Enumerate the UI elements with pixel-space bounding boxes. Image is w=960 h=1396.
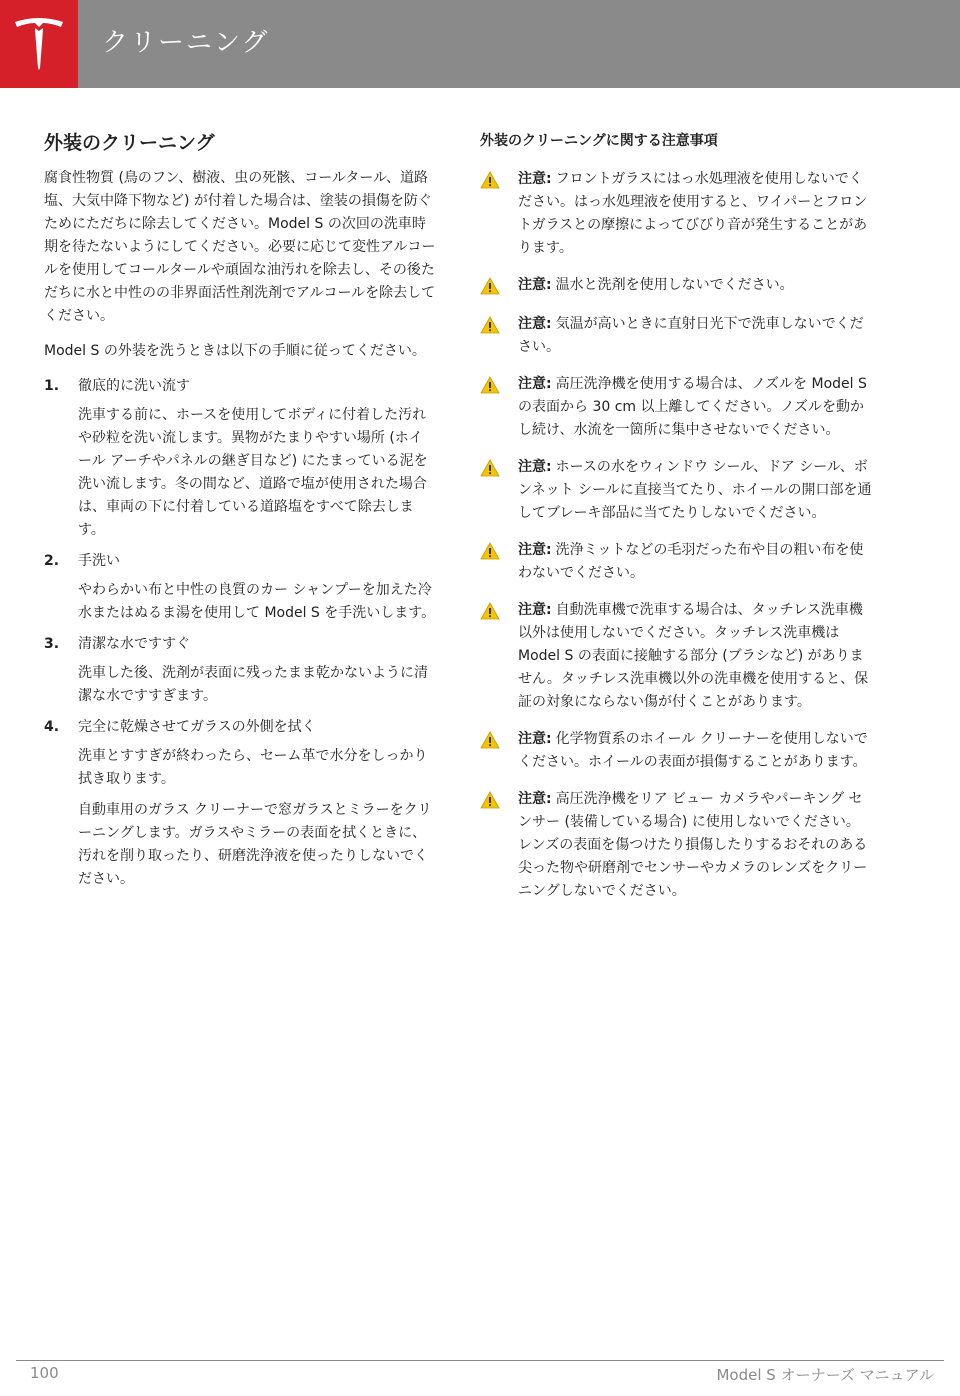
caution-text	[518, 373, 872, 442]
step-body: 洗車する前に、ホースを使用してボディに付着した汚れや砂粒を洗い流します。異物がたまりやすい場所 (ホイール アーチやパネルの継ぎ目など) にたまっている泥を洗い流します。冬の間など、道路で塩が使用された場合は、車両の下に付着している道路塩をすべて除去します。	[78, 407, 428, 538]
caution-label: 注意:	[518, 171, 552, 187]
step-number: 2.	[44, 553, 60, 569]
caution-label: 注意:	[518, 376, 552, 392]
section-heading: 外装のクリーニング	[44, 132, 215, 154]
caution-item	[480, 788, 872, 903]
caution-label: 注意:	[518, 731, 552, 747]
caution-item	[480, 274, 872, 299]
caution-text	[518, 728, 872, 774]
manual-title: Model S オーナーズ マニュアル	[716, 1366, 934, 1384]
tesla-logo-icon	[13, 16, 65, 72]
step-body: やわらかい布と中性の良質のカー シャンプーを加えた冷水またはぬるま湯を使用して Model S を手洗いします。	[78, 582, 436, 621]
caution-triangle-icon	[480, 456, 518, 525]
cleaning-cautions-section	[480, 128, 872, 917]
caution-label: 注意:	[518, 542, 552, 558]
caution-body: 自動洗車機で洗車する場合は、タッチレス洗車機以外は使用しないでください。タッチレス洗車機は Model S の表面に接触する部分 (ブラシなど) がありません。タッチレス洗車機以外の洗車機を使用すると、保証の対象にならない傷が付くことがあります。	[518, 602, 869, 710]
caution-triangle-icon	[480, 539, 518, 585]
brand-logo	[0, 0, 78, 88]
step-number: 4.	[44, 719, 60, 735]
caution-text	[518, 539, 872, 585]
exterior-cleaning-section	[44, 128, 436, 899]
section-heading: 外装のクリーニングに関する注意事項	[480, 133, 718, 149]
step-body: 洗車した後、洗剤が表面に残ったまま乾かないように清潔な水ですすぎます。	[78, 665, 428, 704]
caution-item	[480, 728, 872, 774]
caution-text	[518, 788, 872, 903]
caution-body: 化学物質系のホイール クリーナーを使用しないでください。ホイールの表面が損傷することがあります。	[518, 731, 868, 770]
caution-label: 注意:	[518, 277, 552, 293]
step-body: 洗車とすすぎが終わったら、セーム革で水分をしっかり拭き取ります。	[78, 748, 428, 787]
step-title: 徹底的に洗い流す	[78, 378, 190, 394]
caution-triangle-icon	[480, 168, 518, 260]
step-2	[44, 550, 436, 625]
caution-body: ホースの水をウィンドウ シール、ドア シール、ボンネット シールに直接当てたり、ホイールの開口部を通してブレーキ部品に当てたりしないでください。	[518, 459, 872, 521]
caution-triangle-icon	[480, 728, 518, 774]
caution-label: 注意:	[518, 316, 552, 332]
caution-triangle-icon	[480, 373, 518, 442]
caution-body: 洗浄ミットなどの毛羽だった布や目の粗い布を使わないでください。	[518, 542, 864, 581]
caution-body: 高圧洗浄機を使用する場合は、ノズルを Model S の表面から 30 cm 以上離してください。ノズルを動かし続け、水流を一箇所に集中させないでください。	[518, 376, 867, 438]
step-3	[44, 633, 436, 708]
step-4	[44, 716, 436, 891]
step-number: 3.	[44, 636, 60, 652]
page-title: クリーニング	[102, 28, 270, 58]
step-title: 手洗い	[78, 553, 120, 569]
caution-text	[518, 168, 872, 260]
steps-intro: Model S の外装を洗うときは以下の手順に従ってください。	[44, 343, 426, 359]
caution-body: 高圧洗浄機をリア ビュー カメラやパーキング センサー (装備している場合) に使用しないでください。レンズの表面を傷つけたり損傷したりするおそれのある尖った物や研磨剤でセンサーやカメラのレンズをクリーニングしないでください。	[518, 791, 868, 899]
caution-body: 気温が高いときに直射日光下で洗車しないでください。	[518, 316, 864, 355]
footer-divider	[16, 1360, 944, 1361]
caution-item	[480, 599, 872, 714]
step-number: 1.	[44, 378, 60, 394]
caution-label: 注意:	[518, 791, 552, 807]
caution-item	[480, 539, 872, 585]
intro-paragraph: 腐食性物質 (鳥のフン、樹液、虫の死骸、コールタール、道路塩、大気中降下物など) が付着した場合は、塗装の損傷を防ぐためにただちに除去してください。Model S の次回の洗車時期を待たないようにしてください。必要に応じて変性アルコールを使用してコールタールや頑固な油汚れを除去し、その後ただちに水と中性のの非界面活性剤洗剤でアルコールを除去してください。	[44, 170, 436, 324]
caution-body: 温水と洗剤を使用しないでください。	[555, 277, 794, 293]
page-header	[0, 0, 960, 88]
step-title: 完全に乾燥させてガラスの外側を拭く	[78, 719, 316, 735]
caution-item	[480, 168, 872, 260]
caution-text	[518, 274, 872, 299]
step-title: 清潔な水ですすぐ	[78, 636, 191, 652]
step-1	[44, 375, 436, 542]
caution-item	[480, 313, 872, 359]
page-number: 100	[30, 1364, 59, 1382]
step-body: 自動車用のガラス クリーナーで窓ガラスとミラーをクリーニングします。ガラスやミラーの表面を拭くときに、汚れを削り取ったり、研磨洗浄液を使ったりしないでください。	[78, 802, 432, 887]
caution-triangle-icon	[480, 599, 518, 714]
caution-item	[480, 456, 872, 525]
caution-body: フロントガラスにはっ水処理液を使用しないでください。はっ水処理液を使用すると、ワイパーとフロントガラスとの摩擦によってびびり音が発生することがあります。	[518, 171, 868, 256]
caution-triangle-icon	[480, 313, 518, 359]
caution-text	[518, 456, 872, 525]
caution-triangle-icon	[480, 274, 518, 299]
caution-label: 注意:	[518, 602, 552, 618]
caution-triangle-icon	[480, 788, 518, 903]
caution-label: 注意:	[518, 459, 552, 475]
caution-list	[480, 168, 872, 903]
caution-text	[518, 599, 872, 714]
caution-item	[480, 373, 872, 442]
caution-text	[518, 313, 872, 359]
